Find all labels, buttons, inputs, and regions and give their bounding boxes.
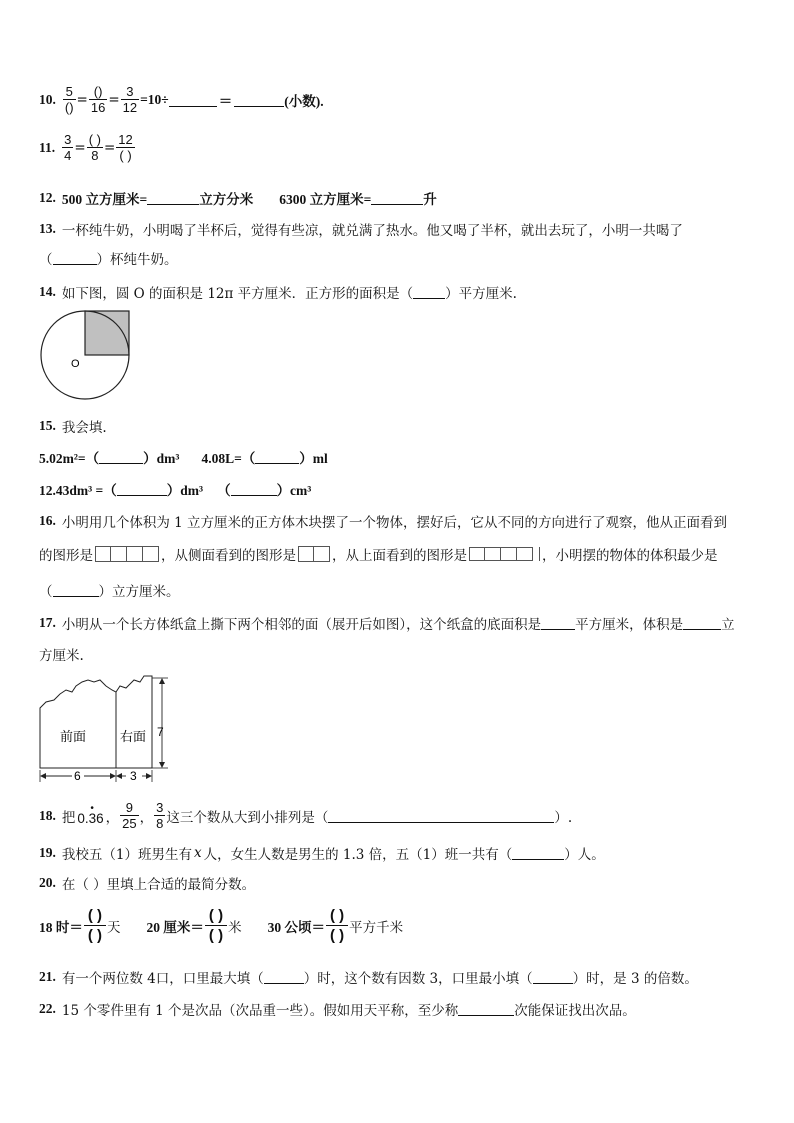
answer-blank[interactable] [53, 583, 99, 597]
question-number: 13. [39, 221, 56, 236]
center-label-o: O [71, 358, 80, 370]
fraction: $\frac{3}{12}$ [122, 84, 138, 115]
question-14: 14. 如下图，圆 O 的面积是 12π 平方厘米．正方形的面积是（ ）平方厘米. [39, 284, 517, 302]
question-number: 15. [39, 418, 56, 433]
question-17: 17. 小明从一个长方体纸盒上撕下两个相邻的面（展开后如图），这个纸盒的底面积是 平方厘米，体积是 立 [39, 615, 735, 633]
question-12: 12. 500 立方厘米= 立方分米 6300 立方厘米= 升 [39, 190, 437, 207]
fraction: $\frac{12}{( )}$ [118, 132, 133, 163]
question-number: 11. [39, 139, 56, 155]
answer-blank[interactable] [413, 285, 445, 299]
question-number: 22. [39, 1001, 56, 1016]
answer-blank[interactable] [264, 970, 304, 984]
question-16: 16. 小明用几个体积为 1 立方厘米的正方体木块摆了一个物体，摆好后，它从不同的方向进行了观察，他从正面看到 [39, 513, 728, 531]
answer-blank[interactable] [512, 846, 564, 860]
question-10: 10. $\frac{5}{()}$ = $\frac{()}{16}$ = $\frac{3}{12}$ =10÷ ＝ (小数). [39, 84, 324, 115]
fraction: $\frac{3}{8}$ [156, 800, 164, 831]
answer-fraction[interactable]: $\frac{( )}{( )}$ [205, 906, 227, 945]
width-label: 6 [74, 769, 81, 783]
answer-fraction[interactable]: $\frac{( )}{( )}$ [84, 906, 106, 945]
repeating-decimal: 0.36 • [77, 803, 104, 826]
box-net-figure [36, 672, 176, 788]
top-view-figure [469, 547, 540, 561]
question-15-row1: 5.02m²=（ ）dm³ 4.08L=（ ）ml [39, 451, 328, 466]
answer-blank[interactable] [371, 191, 423, 205]
fraction: $\frac{()}{16}$ [90, 84, 106, 115]
fraction: $\frac{( )}{8}$ [88, 132, 101, 163]
answer-blank[interactable] [234, 93, 284, 107]
question-21: 21. 有一个两位数 4口，口里最大填（ ）时，这个数有因数 3，口里最小填（ ）时，是 3 的倍数。 [39, 969, 698, 987]
right-width-label: 3 [130, 769, 137, 783]
question-number: 18. [39, 807, 56, 823]
question-number: 16. [39, 513, 56, 528]
answer-blank[interactable] [231, 482, 277, 496]
division-text: =10÷ [140, 91, 169, 107]
front-face-label: 前面 [60, 729, 87, 744]
front-view-figure [95, 546, 159, 562]
question-number: 17. [39, 615, 56, 630]
fraction: $\frac{5}{()}$ [64, 84, 74, 115]
question-18: 18. 把 0.36 • ， $\frac{9}{25}$ ， $\frac{3}{8}$ 这三个数从大到小排列是（ ）. [39, 800, 573, 831]
right-face-label: 右面 [120, 729, 147, 744]
answer-blank[interactable] [169, 93, 217, 107]
question-number: 12. [39, 190, 56, 205]
answer-blank[interactable] [255, 450, 299, 464]
question-number: 10. [39, 91, 56, 107]
question-15-row2: 12.43dm³ =（ ）dm³ （ ）cm³ [39, 483, 312, 498]
question-19: 19. 我校五（1）班男生有 x 人，女生人数是男生的 1.3 倍，五（1）班一共有（ ）人。 [39, 845, 605, 863]
fraction: $\frac{9}{25}$ [122, 800, 137, 831]
answer-blank[interactable] [147, 191, 199, 205]
fraction: $\frac{3}{4}$ [64, 132, 72, 163]
question-20-row: 18 时＝ $\frac{( )}{( )}$ 天 20 厘米＝ $\frac{( )}{( )}$ 米 30 公顷＝ $\frac{( )}{( )}$ 平方千米 [39, 907, 404, 944]
question-13-line2: （ ）杯纯牛奶。 [39, 252, 178, 268]
question-number: 14. [39, 284, 56, 299]
question-16-line3: （ ）立方厘米。 [39, 584, 180, 600]
answer-blank[interactable] [541, 616, 575, 630]
question-16-line2: 的图形是 ，从侧面看到的图形是 ，从上面看到的图形是 ，小明摆的物体的体积最少是 [39, 548, 718, 564]
question-17-line2: 方厘米. [39, 648, 84, 664]
circle-square-figure [38, 309, 138, 401]
question-22: 22. 15 个零件里有 1 个是次品（次品重一些）。假如用天平称，至少称 次能保证找出次品。 [39, 1001, 636, 1019]
question-11: 11. $\frac{3}{4}$ = $\frac{( )}{8}$ = $\frac{12}{( )}$ [39, 132, 133, 163]
question-number: 20. [39, 875, 56, 890]
question-13: 13. 一杯纯牛奶，小明喝了半杯后，觉得有些凉，就兑满了热水。他又喝了半杯，就出去玩了，小明一共喝了 [39, 221, 683, 239]
question-15: 15. 我会填. [39, 418, 107, 436]
answer-fraction[interactable]: $\frac{( )}{( )}$ [326, 906, 348, 945]
answer-blank[interactable] [117, 482, 167, 496]
answer-blank[interactable] [328, 809, 554, 823]
answer-blank[interactable] [533, 970, 573, 984]
answer-blank[interactable] [53, 251, 97, 265]
answer-blank[interactable] [458, 1002, 514, 1016]
answer-blank[interactable] [99, 450, 143, 464]
question-number: 21. [39, 969, 56, 984]
side-view-figure [298, 546, 330, 562]
height-label: 7 [157, 725, 164, 739]
question-20: 20. 在（ ）里填上合适的最简分数。 [39, 875, 256, 893]
answer-blank[interactable] [683, 616, 721, 630]
question-number: 19. [39, 845, 56, 860]
